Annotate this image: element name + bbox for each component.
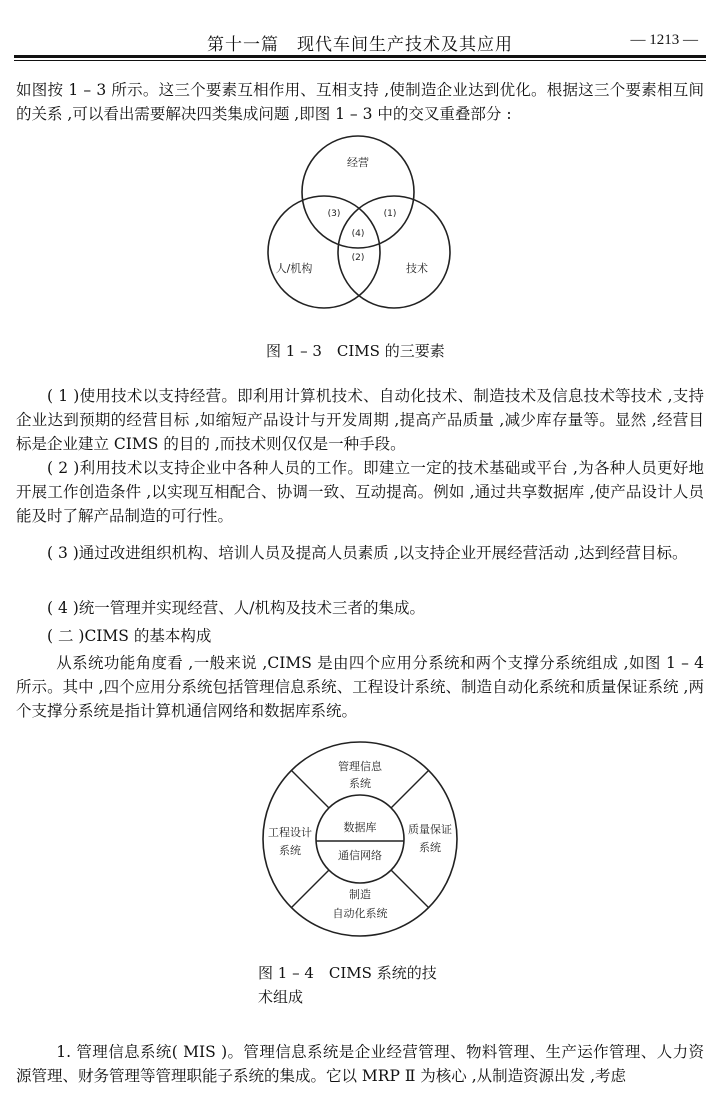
final-paragraph: 1. 管理信息系统( MIS )。管理信息系统是企业经营管理、物料管理、生产运作管理、人力资源管理、财务管理等管理职能子系统的集成。它以 MRP Ⅱ 为核心 ,从制造资源出发 ,考虑 <box>16 1043 704 1085</box>
section-paragraph: 从系统功能角度看 ,一般来说 ,CIMS 是由四个应用分系统和两个支撑分系统组成 ,如图 1 – 4 所示。其中 ,四个应用分系统包括管理信息系统、工程设计系统、制造自动化系统和质量保证系统 ,两个支撑分系统是指计算机通信网络和数据库系统。 <box>16 654 704 720</box>
header-rule-thin <box>14 60 706 61</box>
spoke-se <box>391 870 429 908</box>
list-item-3: ( 3 )通过改进组织机构、培训人员及提高人员素质 ,以支持企业开展经营活动 ,达到经营目标。 <box>47 544 688 562</box>
figure-1-4 <box>258 737 462 941</box>
page-number: — 1213 — <box>630 32 698 48</box>
figure-1-4-caption-line1: 图 1 – 4 CIMS 系统的技 <box>258 964 437 982</box>
wheel-label-qa-line1: 质量保证 <box>408 823 452 836</box>
wheel-label-mis-line1: 管理信息 <box>338 760 382 773</box>
inner-circle <box>316 795 404 883</box>
figure-1-4-caption-line2: 术组成 <box>258 988 304 1006</box>
figure-1-3-caption: 图 1 – 3 CIMS 的三要素 <box>266 342 445 360</box>
spoke-ne <box>391 770 429 808</box>
spoke-sw <box>291 870 329 908</box>
wheel-label-mis-line2: 系统 <box>349 777 371 790</box>
spoke-nw <box>291 770 329 808</box>
wheel-label-network: 通信网络 <box>338 849 382 862</box>
list-item-2: ( 2 )利用技术以支持企业中各种人员的工作。即建立一定的技术基础或平台 ,为各种人员更好地开展工作创造条件 ,以实现互相配合、协调一致、互动提高。例如 ,通过共享数据库 ,使产品设计人员能及时了解产品制造的可行性。 <box>16 459 704 525</box>
page-header <box>14 26 706 56</box>
venn-label-technology: 技术 <box>406 262 428 275</box>
wheel-label-eng-line1: 工程设计 <box>268 826 312 839</box>
venn-label-people: 人/机构 <box>275 262 313 275</box>
section-heading: ( 二 )CIMS 的基本构成 <box>47 627 212 645</box>
venn-region-1: (1) <box>383 209 397 219</box>
wheel-label-database: 数据库 <box>343 821 377 834</box>
venn-region-2: (2) <box>351 253 365 263</box>
wheel-label-mas-line1: 制造 <box>349 888 371 901</box>
header-rule-thick <box>14 55 706 58</box>
venn-region-4: (4) <box>351 229 365 239</box>
list-item-4: ( 4 )统一管理并实现经营、人/机构及技术三者的集成。 <box>47 599 426 617</box>
venn-region-3: (3) <box>327 209 341 219</box>
wheel-label-mas-line2: 自动化系统 <box>332 907 388 920</box>
list-item-1: ( 1 )使用技术以支持经营。即利用计算机技术、自动化技术、制造技术及信息技术等技术 ,支持企业达到预期的经营目标 ,如缩短产品设计与开发周期 ,提高产品质量 ,减少库存量等。显然 ,经营目标是企业建立 CIMS 的目的 ,而技术则仅仅是一种手段。 <box>16 387 704 453</box>
intro-paragraph: 如图按 1 – 3 所示。这三个要素互相作用、互相支持 ,使制造企业达到优化。根据这三个要素相互间的关系 ,可以看出需要解决四类集成问题 ,即图 1 – 3 中的交叉重叠部分 : <box>16 81 704 123</box>
wheel-label-eng-line2: 系统 <box>279 844 301 857</box>
figure-1-3 <box>254 132 466 328</box>
venn-circle-people <box>268 196 380 308</box>
header-title: 第十一篇 现代车间生产技术及其应用 <box>207 35 513 55</box>
wheel-label-qa-line2: 系统 <box>419 841 441 854</box>
venn-label-business: 经营 <box>347 156 369 169</box>
